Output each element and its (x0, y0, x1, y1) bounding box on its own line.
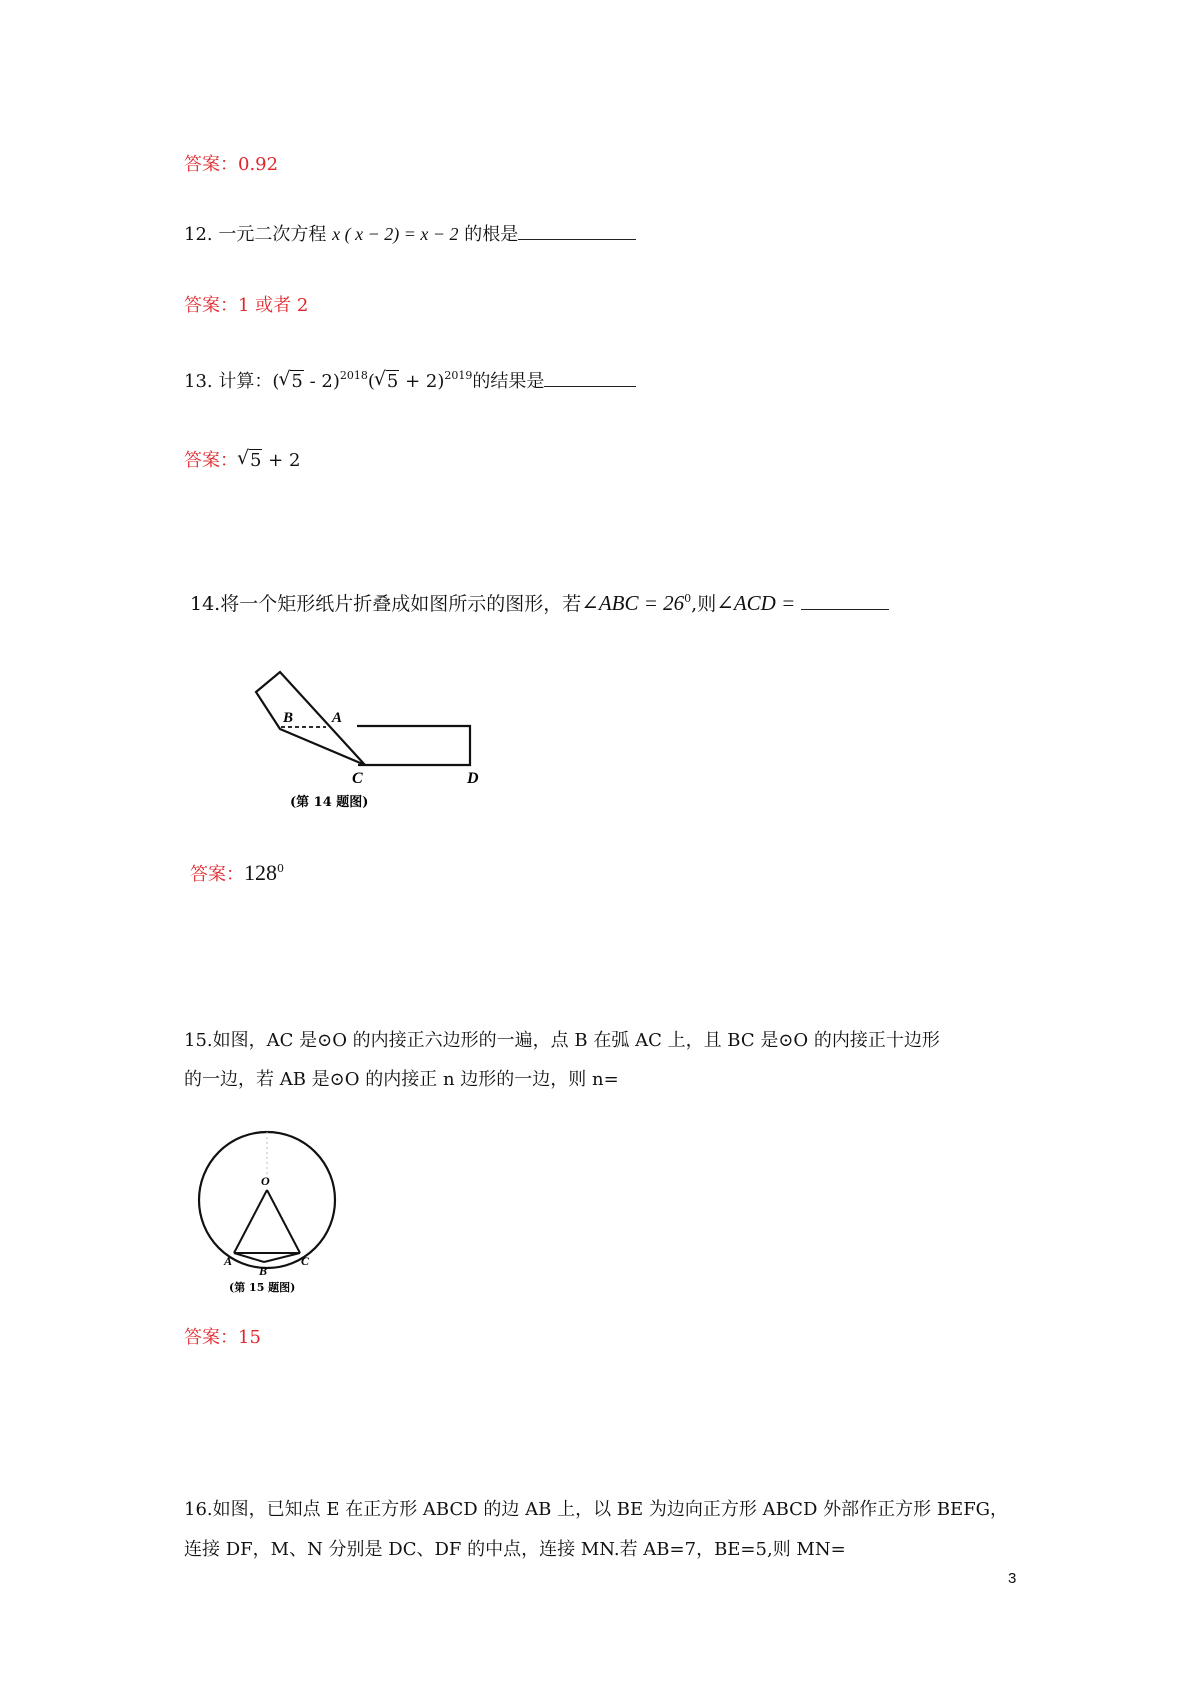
answer-label: 答案： (190, 864, 244, 885)
q12-answer (184, 293, 308, 319)
question-number: 14. (190, 593, 221, 615)
question-text: 计算： (218, 371, 273, 392)
question-text: 的根是 (464, 224, 519, 245)
question-14 (190, 590, 889, 617)
label-d: D (467, 770, 479, 787)
label-c: C (352, 770, 363, 787)
label-a: A (224, 1254, 233, 1268)
figure-caption: (第 15 题图) (229, 1281, 296, 1294)
answer-value: √ 5 + 2 (238, 450, 300, 471)
question-16-line-2: 连接 DF，M、N 分别是 DC、DF 的中点，连接 MN.若 AB=7，BE=5,则 MN= (184, 1539, 846, 1560)
answer-blank (544, 368, 636, 387)
answer-blank (801, 591, 889, 610)
degree-mark: 0 (277, 862, 284, 875)
answer-value: 1 或者 2 (238, 295, 309, 316)
question-text: 将一个矩形纸片折叠成如图所示的图形，若 (220, 593, 582, 615)
question-number: 13. (184, 371, 213, 392)
answer-value: 0.92 (238, 154, 279, 175)
q14-answer (190, 860, 284, 888)
exponent-1: 2018 (339, 369, 368, 382)
label-c: C (301, 1254, 310, 1268)
answer-label: 答案： (184, 1327, 238, 1348)
answer-label: 答案： (184, 154, 238, 175)
label-b: B (259, 1264, 268, 1278)
question-12 (184, 221, 636, 248)
term-1: - 2) (303, 371, 340, 392)
answer-value: 15 (238, 1327, 261, 1348)
question-text: ,则 (691, 593, 717, 615)
sqrt-term: √ 5 (279, 369, 303, 395)
answer-label: 答案： (184, 295, 238, 316)
answer-value: 128 (244, 860, 277, 885)
q15-figure (190, 1128, 350, 1300)
angle-abc: ∠ABC = 26 (581, 591, 685, 615)
degree-mark: 0 (684, 592, 692, 605)
question-13: 13. 计算：(√ 5 - 2)$^{2018}$(√ 5 + 2)$^{2019}$的结果是 (184, 368, 636, 395)
answer-label: 答案： (184, 450, 238, 471)
label-a: A (332, 710, 343, 726)
question-text: 一元二次方程 (218, 224, 327, 245)
term-2: + 2) (399, 371, 445, 392)
q14-figure (240, 655, 520, 815)
equation: x ( x − 2) = x − 2 (332, 224, 459, 244)
page-number: 3 (1008, 1570, 1017, 1587)
q15-answer (184, 1325, 261, 1351)
question-text: 的结果是 (472, 371, 545, 392)
figure-caption: (第 14 题图) (290, 795, 369, 810)
question-15-line-1: 15.如图，AC 是⊙O 的内接正六边形的一遍，点 B 在弧 AC 上，且 BC 是⊙O 的内接正十边形 (184, 1030, 940, 1051)
answer-blank (518, 221, 636, 240)
question-16-line-1: 16.如图，已知点 E 在正方形 ABCD 的边 AB 上，以 BE 为边向正方形 ABCD 外部作正方形 BEFG， (184, 1499, 1009, 1520)
label-b: B (283, 710, 294, 726)
q13-answer (184, 448, 300, 474)
q11-answer (184, 152, 278, 178)
label-o: O (261, 1174, 270, 1188)
sqrt-term: √ 5 (375, 369, 399, 395)
angle-acd: ∠ACD = (716, 591, 796, 615)
triangle-oac (234, 1190, 300, 1262)
question-15-line-2: 的一边，若 AB 是⊙O 的内接正 n 边形的一边，则 n= (184, 1069, 619, 1090)
exponent-2: 2019 (444, 369, 473, 382)
question-number: 12. (184, 224, 213, 245)
